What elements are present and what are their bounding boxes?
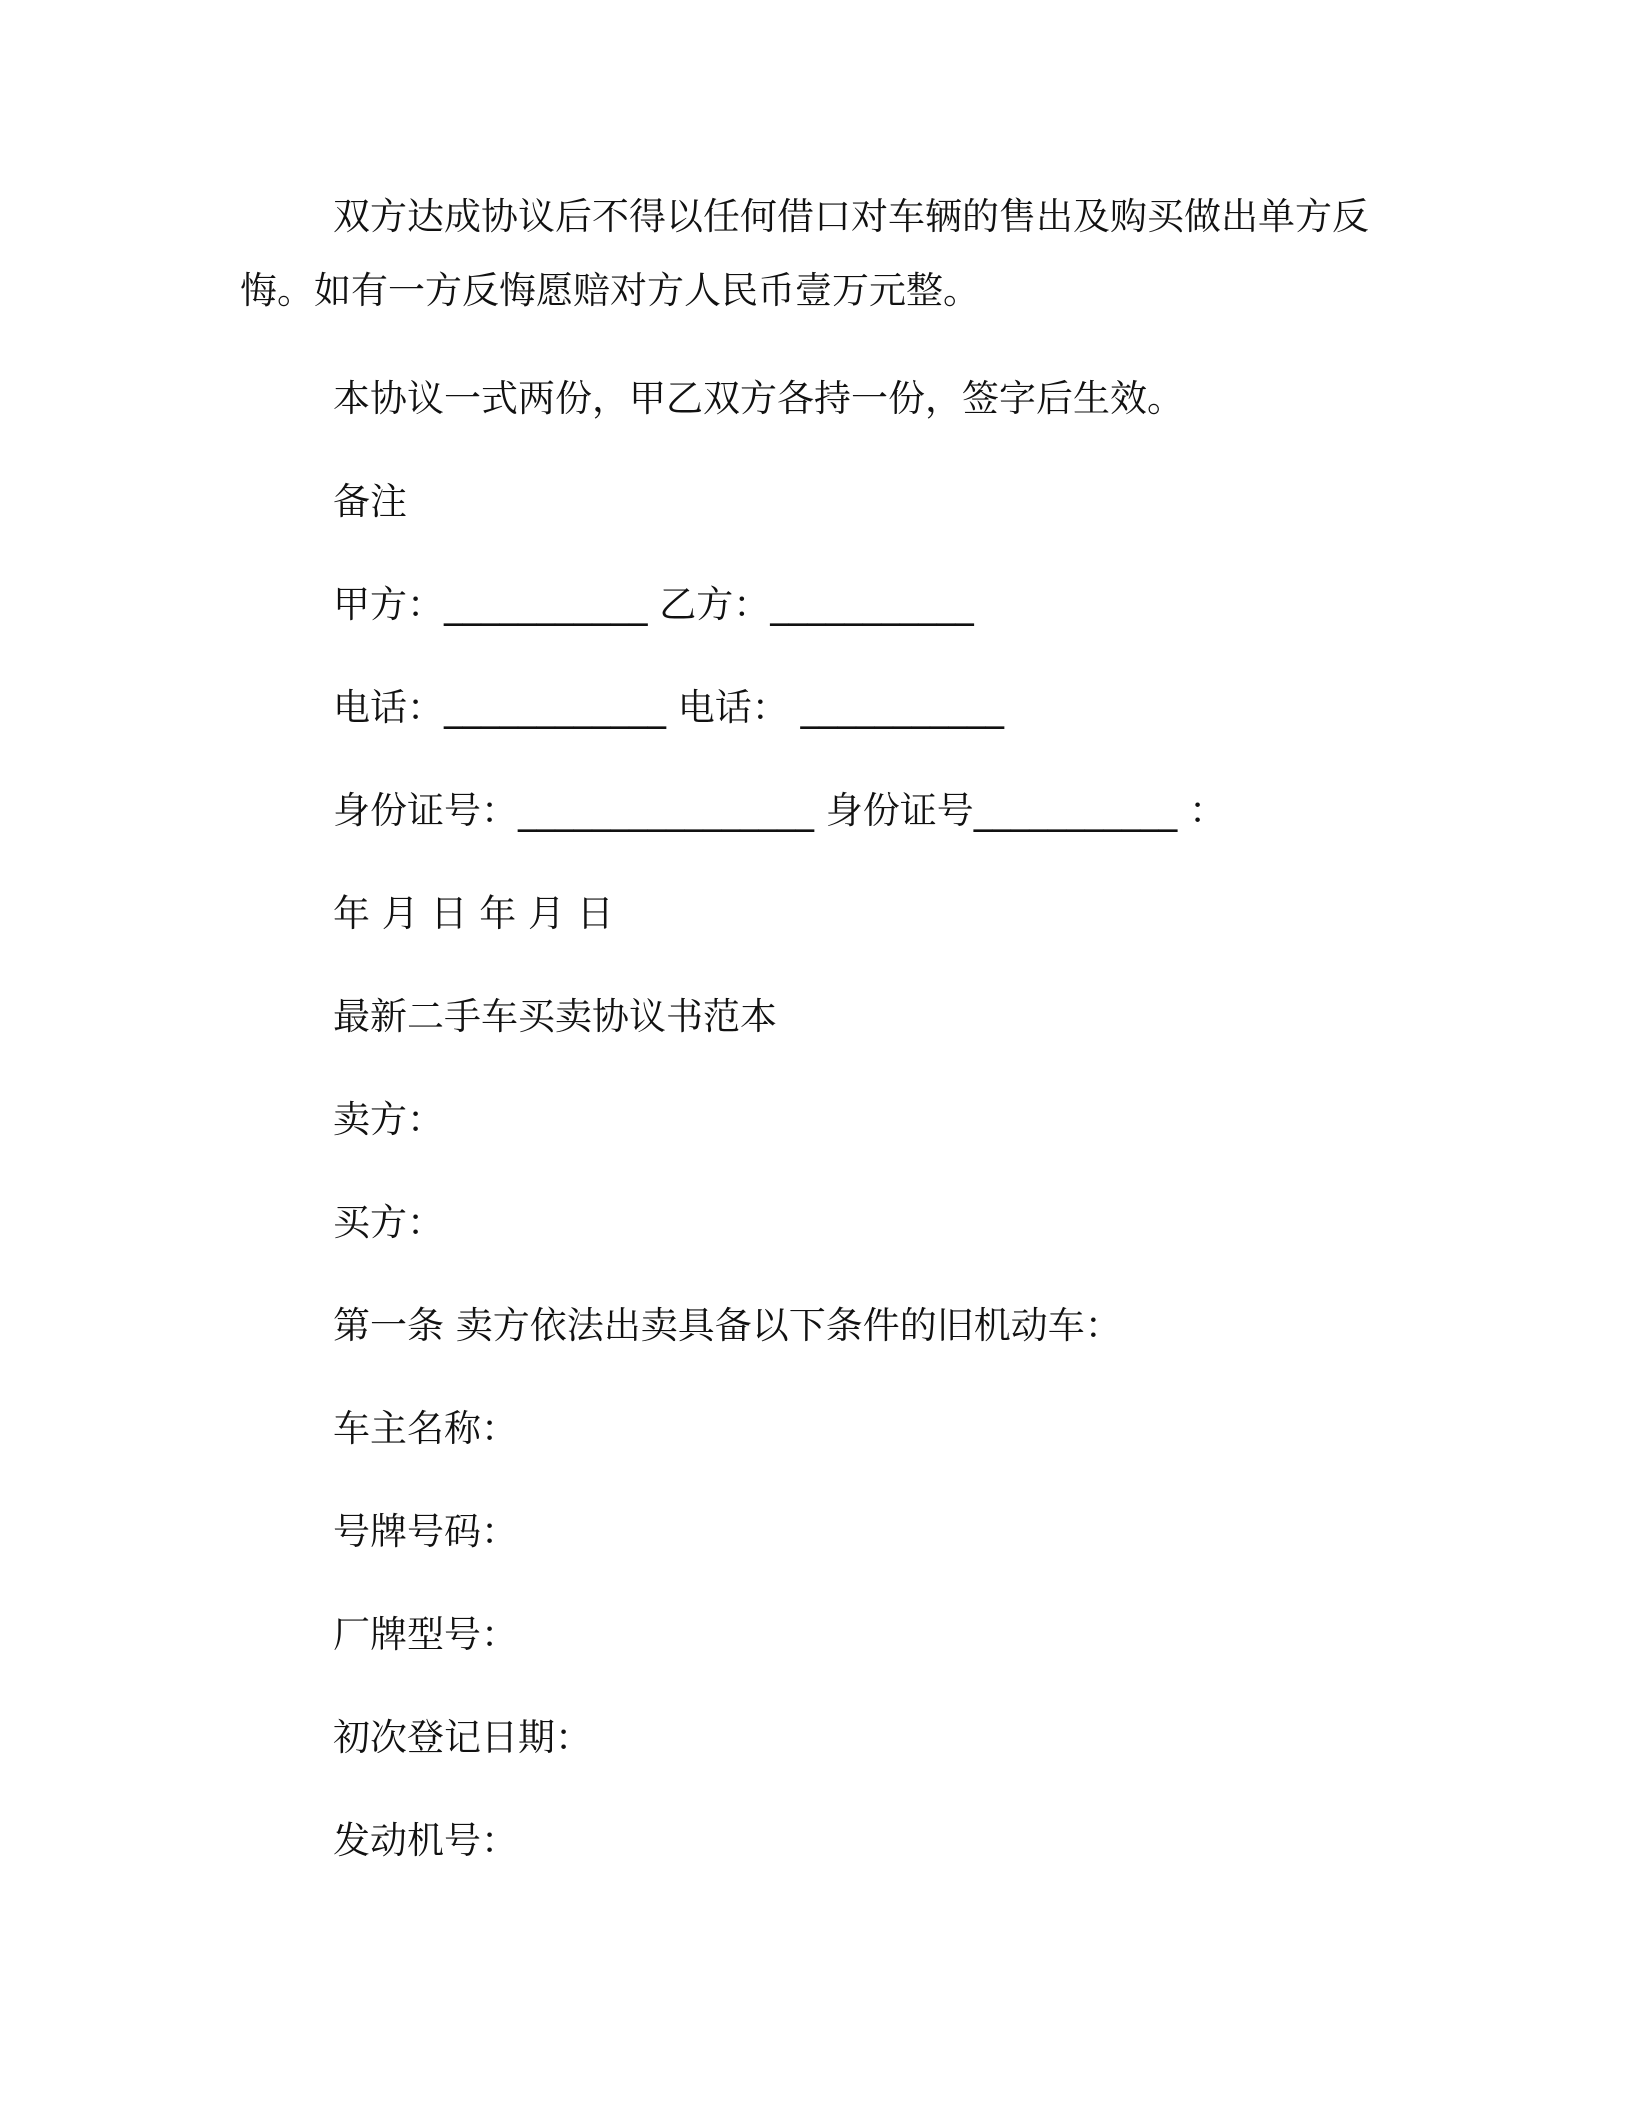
section-title: 最新二手车买卖协议书范本: [333, 995, 777, 1038]
paragraph-engine-number: 发动机号：: [333, 1819, 518, 1862]
paragraph-buyer: 买方：: [333, 1201, 444, 1244]
paragraph-remarks: 备注: [333, 480, 407, 523]
paragraph-dates: 年 月 日 年 月 日: [333, 892, 614, 935]
paragraph-breach-clause: 双方达成协议后不得以任何借口对车辆的售出及购买做出单方反悔。如有一方反悔愿赔对方人民币壹万元整。: [240, 195, 1369, 312]
paragraph-copies-clause: 本协议一式两份，甲乙双方各持一份，签字后生效。: [333, 377, 1184, 420]
paragraph-phone-numbers: 电话：____________ 电话： ___________: [333, 686, 1005, 729]
paragraph-id-numbers: 身份证号：________________ 身份证号___________ ：: [333, 789, 1227, 832]
paragraph-brand-model: 厂牌型号：: [333, 1613, 518, 1656]
paragraph-party-names: 甲方：___________ 乙方：___________: [333, 583, 974, 626]
paragraph-article-one: 第一条 卖方依法出卖具备以下条件的旧机动车：: [333, 1304, 1122, 1347]
paragraph-seller: 卖方：: [333, 1098, 444, 1141]
paragraph-first-registration: 初次登记日期：: [333, 1716, 592, 1759]
paragraph-owner-name: 车主名称：: [333, 1407, 518, 1450]
paragraph-plate-number: 号牌号码：: [333, 1510, 518, 1553]
